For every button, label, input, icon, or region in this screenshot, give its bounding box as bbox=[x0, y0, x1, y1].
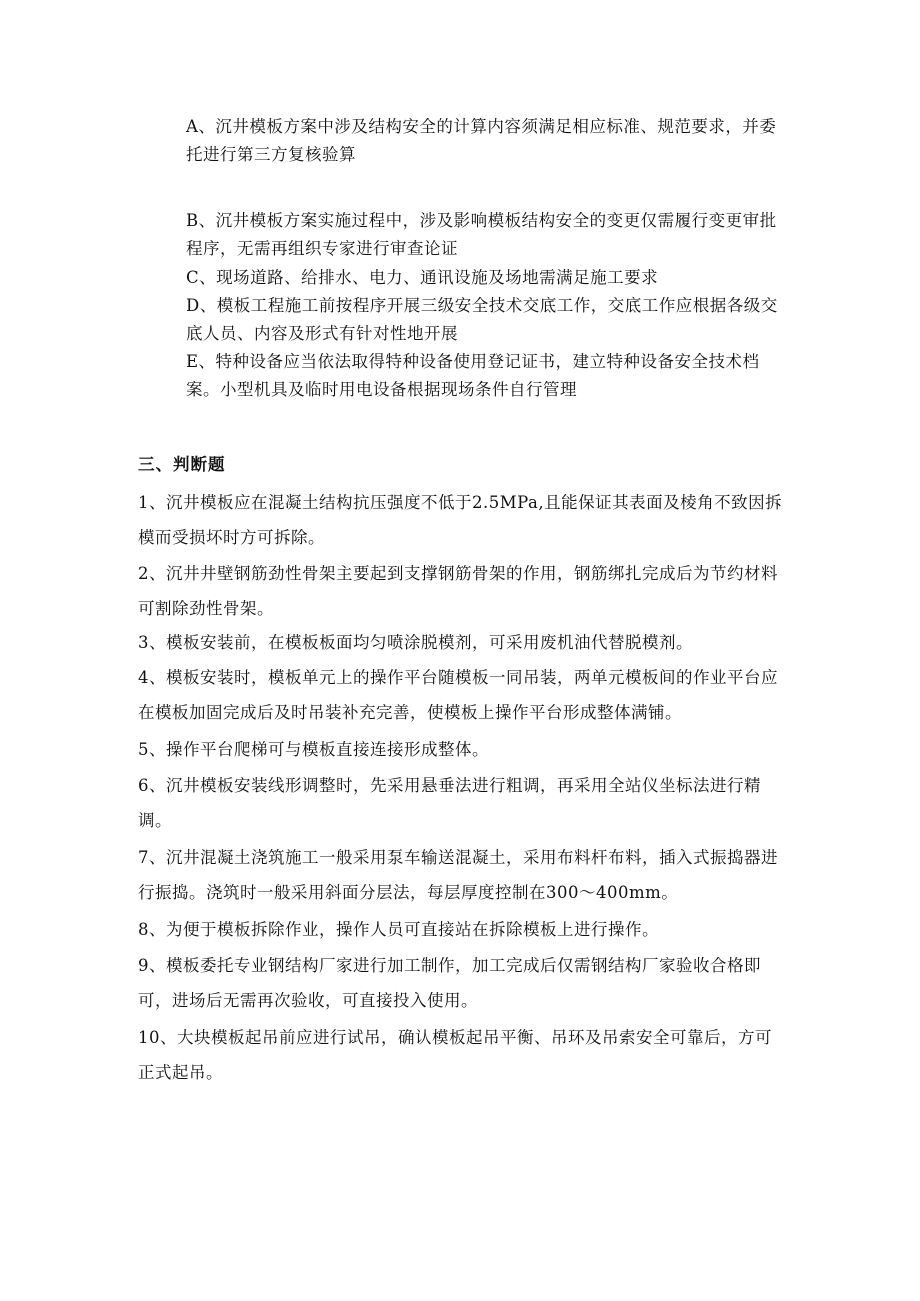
option-d: D、模板工程施工前按程序开展三级安全技术交底工作，交底工作应根据各级交底人员、内容及形式有针对性地开展 bbox=[186, 296, 778, 343]
section-title: 三、判断题 bbox=[138, 455, 226, 474]
question-6: 6、沉井模板安装线形调整时，先采用悬垂法进行粗调，再采用全站仪坐标法进行精调。 bbox=[138, 776, 761, 830]
question-3: 3、模板安装前，在模板板面均匀喷涂脱模剂，可采用废机油代替脱模剂。 bbox=[138, 633, 693, 652]
question-2: 2、沉井井壁钢筋劲性骨架主要起到支撑钢筋骨架的作用，钢筋绑扎完成后为节约材料可割除劲性骨架。 bbox=[138, 564, 778, 618]
question-9: 9、模板委托专业钢结构厂家进行加工制作，加工完成后仅需钢结构厂家验收合格即可，进场后无需再次验收，可直接投入使用。 bbox=[138, 956, 761, 1010]
option-c: C、现场道路、给排水、电力、通讯设施及场地需满足施工要求 bbox=[186, 268, 659, 287]
question-1: 1、沉井模板应在混凝土结构抗压强度不低于2.5MPa,且能保证其表面及棱角不致因拆模而受损坏时方可拆除。 bbox=[138, 493, 783, 547]
option-b: B、沉井模板方案实施过程中，涉及影响模板结构安全的变更仅需履行变更审批程序，无需再组织专家进行审查论证 bbox=[186, 211, 777, 258]
question-5: 5、操作平台爬梯可与模板直接连接形成整体。 bbox=[138, 740, 489, 759]
question-7: 7、沉井混凝土浇筑施工一般采用泵车输送混凝土，采用布料杆布料，插入式振捣器进行振捣。浇筑时一般采用斜面分层法，每层厚度控制在300～400mm。 bbox=[138, 848, 778, 902]
option-a: A、沉井模板方案中涉及结构安全的计算内容须满足相应标准、规范要求，并委托进行第三方复核验算 bbox=[186, 117, 777, 164]
question-4: 4、模板安装时，模板单元上的操作平台随模板一同吊装，两单元模板间的作业平台应在模板加固完成后及时吊装补充完善，使模板上操作平台形成整体满铺。 bbox=[138, 668, 778, 722]
question-10: 10、大块模板起吊前应进行试吊，确认模板起吊平衡、吊环及吊索安全可靠后，方可正式起吊。 bbox=[138, 1028, 772, 1082]
option-e: E、特种设备应当依法取得特种设备使用登记证书，建立特种设备安全技术档案。小型机具及临时用电设备根据现场条件自行管理 bbox=[186, 352, 760, 399]
question-8: 8、为便于模板拆除作业，操作人员可直接站在拆除模板上进行操作。 bbox=[138, 920, 659, 939]
